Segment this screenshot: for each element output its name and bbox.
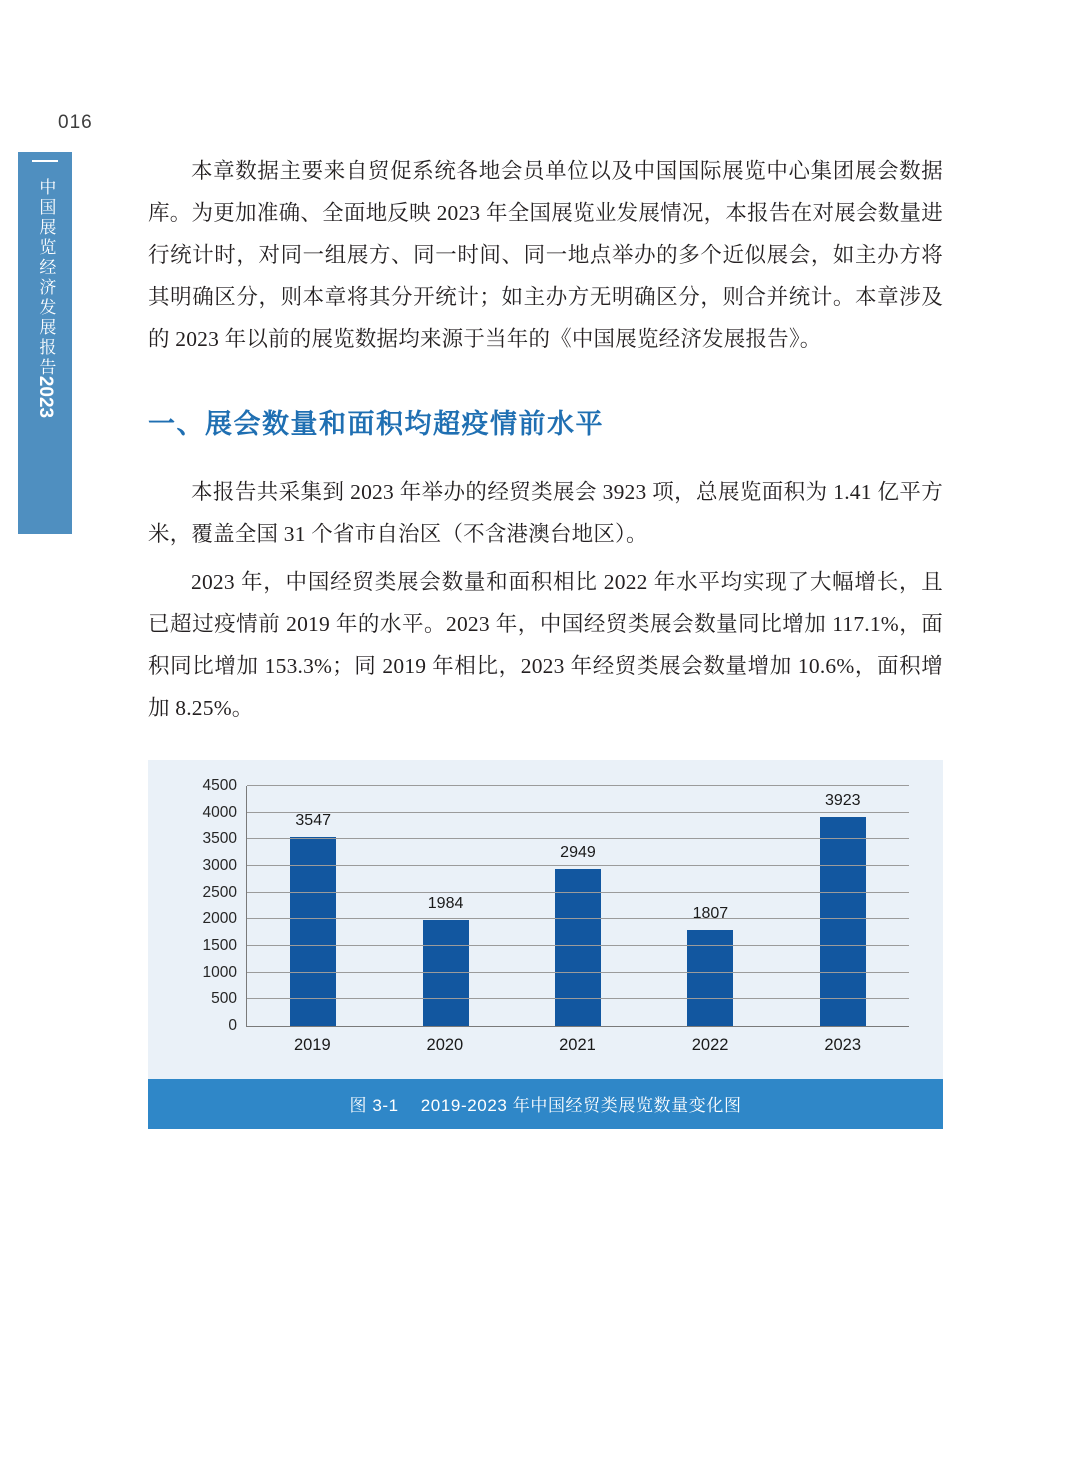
page-number: 016 xyxy=(58,112,93,133)
rail-running-title xyxy=(18,168,72,528)
rail-title-year: 2023 xyxy=(35,375,56,419)
chart-gridline xyxy=(247,945,909,946)
chart-y-tick-label: 4500 xyxy=(202,777,237,794)
chart-bar-value-label: 1984 xyxy=(427,895,464,913)
chart-y-tick-label: 0 xyxy=(228,1017,237,1034)
rail-title-text: 中国展览经济发展报告 xyxy=(36,178,56,378)
chart-y-tick-label: 1000 xyxy=(202,963,237,981)
chart-x-tick-label: 2020 xyxy=(426,1036,464,1054)
chart-bar-slot xyxy=(252,786,375,1026)
chart-bars xyxy=(247,786,909,1026)
figure-caption xyxy=(148,1079,943,1129)
chart-gridline xyxy=(247,918,909,919)
figure-caption-number: 图 3-1 xyxy=(349,1096,399,1115)
chart-gridline xyxy=(247,812,909,813)
chart-x-tick-label: 2022 xyxy=(691,1036,729,1054)
chart-x-axis xyxy=(246,1027,909,1055)
chart-bar-value-label: 3547 xyxy=(295,811,331,829)
chart-bar-slot xyxy=(649,786,772,1026)
chart-y-tick-label: 2500 xyxy=(202,883,237,901)
chart-x-tick-label: 2021 xyxy=(559,1036,596,1054)
chart-x-tick-label: 2023 xyxy=(824,1036,862,1054)
section-heading: 一、展会数量和面积均超疫情前水平 xyxy=(148,409,604,439)
chart-gridline xyxy=(247,998,909,999)
chart-bar-value-label: 3923 xyxy=(824,791,861,809)
chart-bar-slot xyxy=(516,786,639,1026)
chart-gridline xyxy=(247,838,909,839)
chart-bar-value-label: 2949 xyxy=(560,843,596,861)
chart-bar xyxy=(423,895,469,1026)
paragraph-summary: 本报告共采集到 2023 年举办的经贸类展会 3923 项，总展览面积为 1.41 亿平方米，覆盖全国 31 个省市自治区（不含港澳台地区）。 xyxy=(148,480,943,546)
chart-gridline xyxy=(247,972,909,973)
chart-y-tick-label: 2000 xyxy=(202,910,237,928)
chart-gridline xyxy=(247,892,909,893)
document-body xyxy=(148,150,943,735)
chart-bar-slot xyxy=(384,786,507,1026)
chart-y-tick-label: 3500 xyxy=(202,830,237,848)
figure-3-1 xyxy=(148,760,943,1129)
paragraph-intro: 本章数据主要来自贸促系统各地会员单位以及中国国际展览中心集团展会数据库。为更加准确、全面地反映 2023 年全国展览业发展情况，本报告在对展会数量进行统计时，对同一组展方、同一时间、同一地点举办的多个近似展会，如主办方将其明确区分，则本章将其分开统计；如主办方无明确区分，则合并统计。本章涉及的 2023 年以前的展览数据均来源于当年的《中国展览经济发展报告》。 xyxy=(148,159,943,351)
chart-bar xyxy=(820,791,866,1026)
chart-y-tick-label: 500 xyxy=(211,990,237,1008)
chart-y-tick-label: 4000 xyxy=(202,803,237,821)
chart-y-tick-label: 3000 xyxy=(202,857,237,875)
chart-x-tick-label: 2019 xyxy=(293,1036,331,1054)
page-left-rail xyxy=(0,0,120,1465)
chart-plot-area xyxy=(202,777,909,1034)
chart-bar-value-label: 1807 xyxy=(692,904,729,922)
chart-gridline xyxy=(247,865,909,866)
chart-bar-slot xyxy=(781,786,904,1026)
figure-caption-text: 2019-2023 年中国经贸类展览数量变化图 xyxy=(420,1096,742,1115)
chart-gridline xyxy=(247,785,909,786)
chart-y-tick-label: 1500 xyxy=(202,937,237,955)
paragraph-growth: 2023 年，中国经贸类展会数量和面积相比 2022 年水平均实现了大幅增长，且已超过疫情前 2019 年的水平。2023 年，中国经贸类展会数量同比增加 117.1%，面积同比增加 153.3%；同 2019 年相比，2023 年经贸类展会数量增加 10.6%，面积增加 8.25%。 xyxy=(148,570,943,720)
bar-chart xyxy=(148,760,943,1065)
